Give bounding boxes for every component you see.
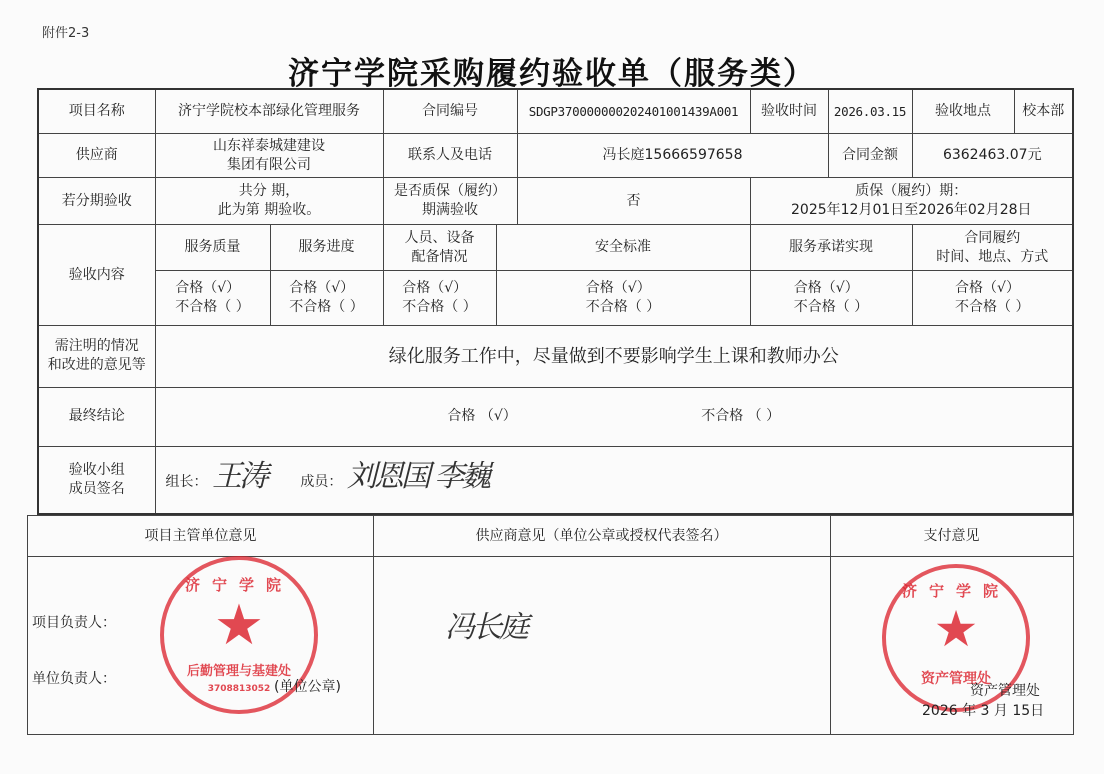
project-name-value: 济宁学院校本部绿化管理服务 xyxy=(155,89,383,133)
unit-lead-label: 单位负责人： xyxy=(32,671,116,687)
remarks-text: 绿化服务工作中，尽量做到不要影响学生上课和教师办公 xyxy=(155,326,1073,387)
contact-value: 冯长庭15666597658 xyxy=(517,133,828,177)
check-service-progress: 合格（√） 不合格（ ） xyxy=(270,271,383,326)
form-title: 济宁学院采购履约验收单（服务类） xyxy=(288,56,816,92)
supplier-label: 供应商 xyxy=(38,133,155,177)
payment-opinion-header: 支付意见 xyxy=(830,516,1073,557)
seal-star-icon: ★ xyxy=(933,600,979,658)
project-lead-label: 项目负责人： xyxy=(32,615,116,631)
conclusion-pass: 合格 （√） xyxy=(447,408,517,425)
leader-label: 组长： xyxy=(165,474,208,491)
contract-no-value: SDGP370000000202401001439A001 xyxy=(517,89,750,133)
payment-opinion-column xyxy=(830,516,1073,734)
conclusion-value xyxy=(155,387,1073,446)
amount-label: 合同金额 xyxy=(828,133,912,177)
accept-time-label: 验收时间 xyxy=(750,89,828,133)
seal-star-icon: ★ xyxy=(213,593,265,658)
content-label: 验收内容 xyxy=(38,224,155,325)
warranty-label: 是否质保（履约） 期满验收 xyxy=(383,178,517,225)
phase-label: 若分期验收 xyxy=(38,178,155,225)
attachment-number: 附件2-3 xyxy=(42,26,90,41)
opinion-section xyxy=(27,515,1074,735)
header-service-quality: 服务质量 xyxy=(155,224,270,271)
accept-place-label: 验收地点 xyxy=(912,89,1014,133)
phase-value: 共分 期， 此为第 期验收。 xyxy=(155,178,383,225)
header-service-progress: 服务进度 xyxy=(270,224,383,271)
dept-opinion-header: 项目主管单位意见 xyxy=(28,516,373,557)
payment-date: 2026 年 3 月 15日 xyxy=(922,703,1045,719)
header-safety: 安全标准 xyxy=(496,224,750,271)
supplier-opinion-header: 供应商意见（单位公章或授权代表签名） xyxy=(373,516,830,557)
group-label: 验收小组 成员签名 xyxy=(38,446,155,514)
group-signatures xyxy=(155,446,1073,514)
header-commitment: 服务承诺实现 xyxy=(750,224,912,271)
header-staffing: 人员、设备 配备情况 xyxy=(383,224,496,271)
accept-place-value: 校本部 xyxy=(1014,89,1073,133)
member-signature: 刘恩国 李巍 xyxy=(346,459,489,495)
warranty-period: 质保（履约）期： 2025年12月01日至2026年02月28日 xyxy=(750,178,1073,225)
contract-no-label: 合同编号 xyxy=(383,89,517,133)
acceptance-form-table xyxy=(37,88,1074,515)
check-commitment: 合格（√） 不合格（ ） xyxy=(750,271,912,326)
check-staffing: 合格（√） 不合格（ ） xyxy=(383,271,496,326)
amount-value: 6362463.07元 xyxy=(912,133,1073,177)
warranty-value: 否 xyxy=(517,178,750,225)
header-contract-performance: 合同履约 时间、地点、方式 xyxy=(912,224,1073,271)
remarks-label: 需注明的情况 和改进的意见等 xyxy=(38,326,155,387)
supplier-signature: 冯长庭 xyxy=(445,610,526,645)
supplier-opinion-column xyxy=(373,516,830,734)
accept-time-value: 2026.03.15 xyxy=(828,89,912,133)
check-contract-performance: 合格（√） 不合格（ ） xyxy=(912,271,1073,326)
check-safety: 合格（√） 不合格（ ） xyxy=(496,271,750,326)
payment-sign-label: 资产管理处 xyxy=(970,683,1040,699)
contact-label: 联系人及电话 xyxy=(383,133,517,177)
project-name-label: 项目名称 xyxy=(38,89,155,133)
conclusion-label: 最终结论 xyxy=(38,387,155,446)
payment-seal: 济宁学院 ★ 资产管理处 xyxy=(882,564,1030,712)
check-service-quality: 合格（√） 不合格（ ） xyxy=(155,271,270,326)
dept-opinion-column xyxy=(28,516,373,734)
supplier-value: 山东祥泰城建建设 集团有限公司 xyxy=(155,133,383,177)
dept-seal: 济宁学院 ★ 后勤管理与基建处 3708813052 xyxy=(160,556,318,714)
conclusion-fail: 不合格 （ ） xyxy=(701,408,781,425)
unit-seal-label: (单位公章) xyxy=(274,679,341,695)
leader-signature: 王涛 xyxy=(211,459,266,495)
member-label: 成员： xyxy=(300,474,343,491)
